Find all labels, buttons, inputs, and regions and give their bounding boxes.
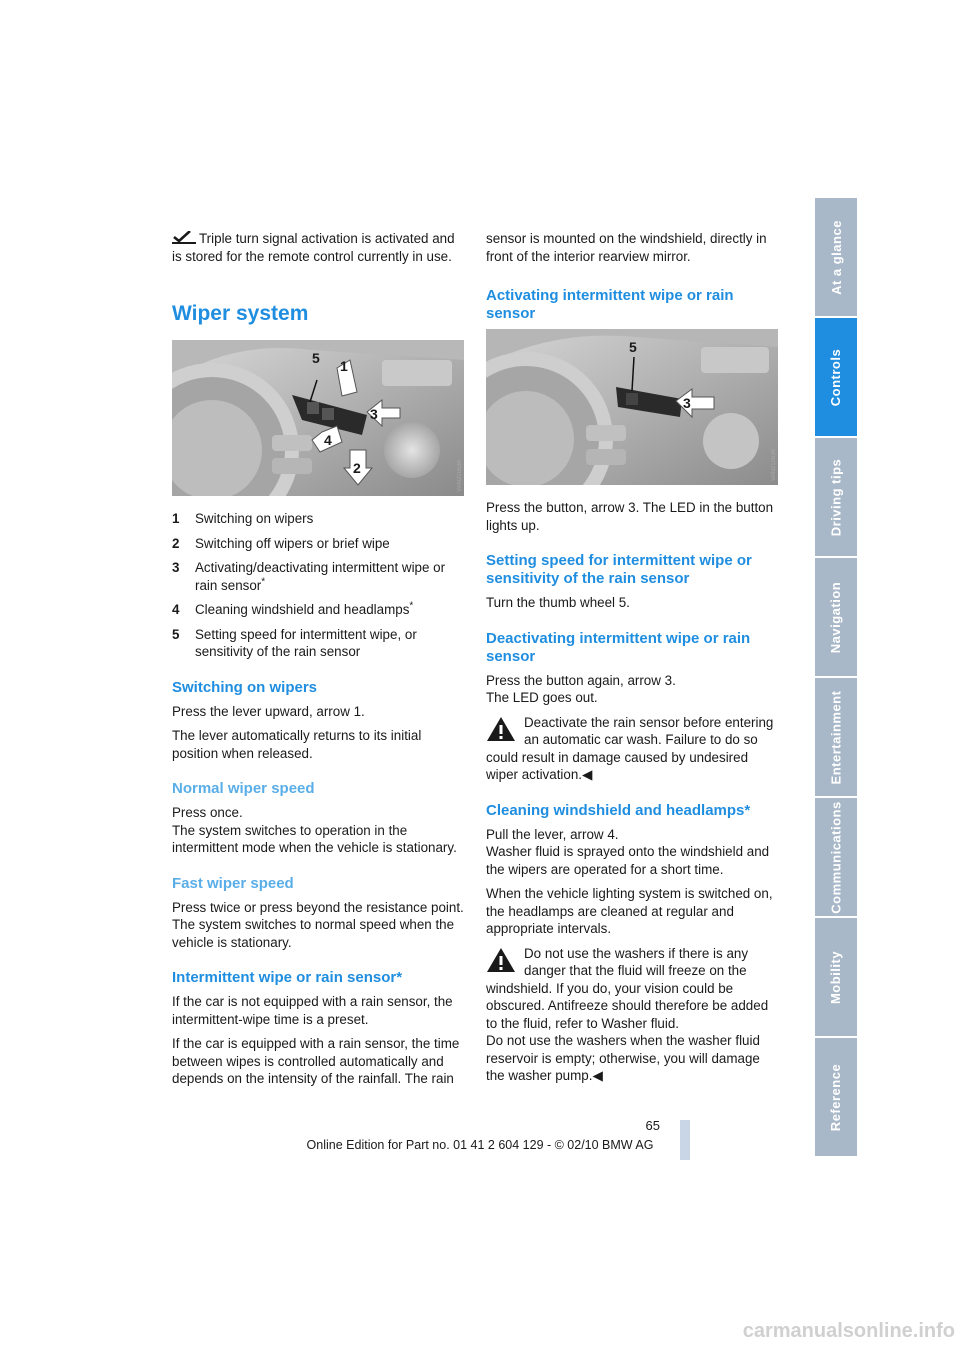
figure-rain-sensor-button	[486, 329, 778, 485]
paragraph: Press the button again, arrow 3.	[486, 672, 676, 688]
tab-navigation[interactable]: Navigation	[815, 558, 857, 676]
heading-switching-on: Switching on wipers	[172, 678, 318, 696]
heading-intermittent: Intermittent wipe or rain sensor*	[172, 969, 403, 986]
figure-code: VAN210534	[771, 449, 777, 481]
checkmark-icon	[172, 231, 196, 244]
chapter-tabs	[815, 198, 857, 1160]
callout-3: 3	[683, 395, 691, 411]
warning-text: Do not use the washers if there is any danger that the fluid will freeze on the windshield. If you do, your vision could be obscured. Antifreeze should therefore be added to the fluid, refer to Washer fluid.	[486, 945, 769, 1031]
paragraph: If the car is not equipped with a rain sensor, the intermittent-wipe time is a preset.	[172, 994, 453, 1027]
paragraph: Press once.	[172, 805, 243, 820]
option-star-icon: *	[261, 576, 266, 588]
list-item: 3 Activating/deactivating intermittent wipe or rain sensor*	[172, 560, 446, 593]
tab-entertainment[interactable]: Entertainment	[815, 678, 857, 796]
paragraph: Press the lever upward, arrow 1.	[172, 703, 365, 719]
tab-controls[interactable]: Controls	[815, 318, 857, 436]
paragraph: If the car is equipped with a rain sensor, the time between wipes is controlled automatically and depends on the intensity of the rainfall. The rain	[172, 1036, 460, 1086]
tab-driving-tips[interactable]: Driving tips	[815, 438, 857, 556]
paragraph: sensor is mounted on the windshield, directly in front of the interior rearview mirror.	[486, 231, 767, 264]
paragraph: Press twice or press beyond the resistance point.	[172, 899, 464, 915]
callout-5: 5	[312, 350, 320, 366]
legend-list	[172, 510, 464, 661]
option-star-icon: *	[409, 600, 414, 612]
figure-wiper-lever	[172, 340, 464, 496]
warning-text: Do not use the washers when the washer fluid reservoir is empty; otherwise, you will damage the washer pump.◀	[486, 1033, 760, 1083]
paragraph: Press the button, arrow 3. The LED in the button lights up.	[486, 500, 774, 533]
warning-note	[486, 714, 778, 784]
paragraph: The LED goes out.	[486, 690, 598, 705]
warning-icon	[486, 947, 516, 973]
callout-4: 4	[324, 432, 332, 448]
tab-at-a-glance[interactable]: At a glance	[815, 198, 857, 316]
list-item: 5 Setting speed for intermittent wipe, or sensitivity of the rain sensor	[172, 626, 417, 659]
paragraph: The system switches to operation in the intermittent mode when the vehicle is stationary.	[172, 822, 457, 855]
heading-activating: Activating intermittent wipe or rain sensor	[486, 287, 734, 322]
tab-reference[interactable]: Reference	[815, 1038, 857, 1156]
warning-text: Deactivate the rain sensor before entering an automatic car wash. Failure to do so could result in damage caused by undesired wiper activation.◀	[486, 714, 774, 782]
heading-cleaning: Cleaning windshield and headlamps*	[486, 801, 751, 819]
paragraph: Pull the lever, arrow 4.	[486, 826, 619, 842]
paragraph: The lever automatically returns to its initial position when released.	[172, 728, 422, 761]
paragraph: Turn the thumb wheel 5.	[486, 595, 630, 610]
list-item: 2 Switching off wipers or brief wipe	[172, 535, 390, 551]
section-title-wiper-system: Wiper system	[172, 302, 309, 325]
warning-icon	[486, 716, 516, 742]
watermark: carmanualsonline.info	[742, 1320, 955, 1342]
tab-mobility[interactable]: Mobility	[815, 918, 857, 1036]
callout-2: 2	[353, 460, 361, 476]
list-item: 1 Switching on wipers	[172, 511, 314, 526]
heading-normal-speed: Normal wiper speed	[172, 780, 315, 797]
heading-setting-speed: Setting speed for intermittent wipe or sensitivity of the rain sensor	[486, 552, 752, 587]
heading-fast-speed: Fast wiper speed	[172, 874, 294, 892]
paragraph: The system switches to normal speed when the vehicle is stationary.	[172, 917, 455, 950]
callout-3: 3	[370, 406, 378, 422]
left-column	[172, 230, 464, 1095]
footer-edition: Online Edition for Part no. 01 41 2 604 129 - © 02/10 BMW AG	[306, 1138, 654, 1152]
page-number: 65	[645, 1118, 660, 1133]
heading-deactivating: Deactivating intermittent wipe or rain sensor	[486, 629, 751, 665]
paragraph: When the vehicle lighting system is switched on, the headlamps are cleaned at regular and appropriate intervals.	[486, 886, 773, 936]
callout-1: 1	[340, 358, 348, 374]
right-column	[486, 230, 778, 1092]
figure-code: VAN210534	[457, 460, 463, 492]
tab-communications[interactable]: Communications	[815, 798, 857, 916]
callout-5: 5	[629, 339, 637, 355]
warning-note	[486, 945, 778, 1085]
list-item: 4 Cleaning windshield and headlamps*	[172, 600, 414, 617]
intro-paragraph: Triple turn signal activation is activated and is stored for the remote control currently in use.	[172, 231, 455, 264]
paragraph: Washer fluid is sprayed onto the windshield and the wipers are operated for a short time.	[486, 844, 770, 877]
